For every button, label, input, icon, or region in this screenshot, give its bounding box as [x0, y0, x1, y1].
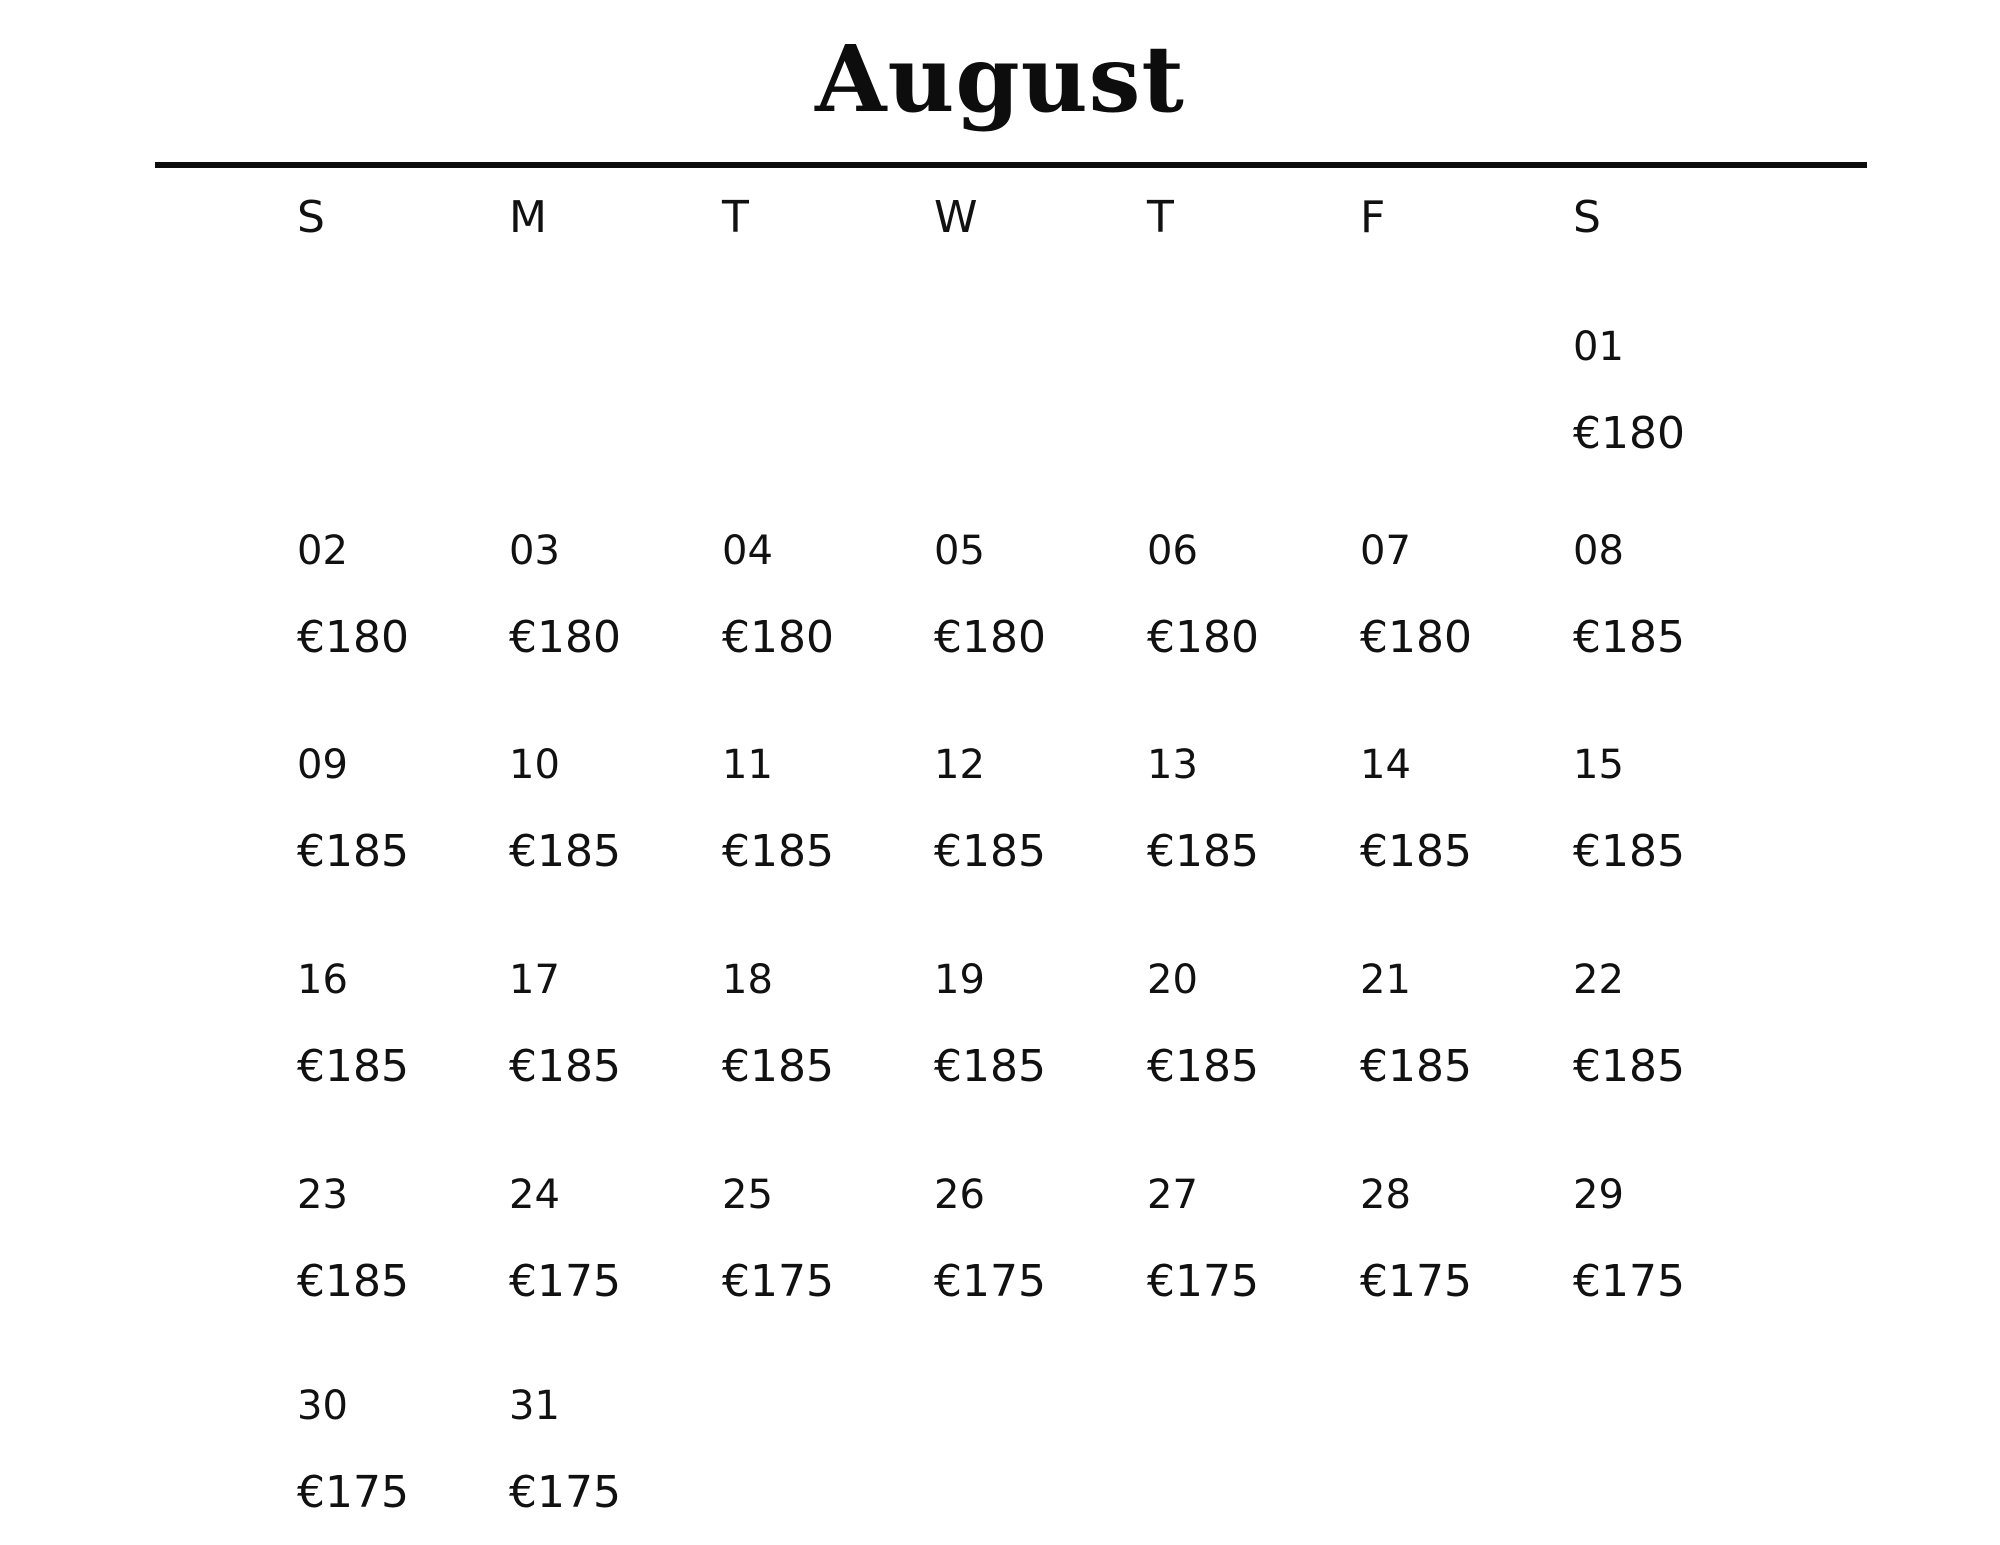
day-number: 27: [1147, 1172, 1198, 1218]
weekday-label: T: [722, 192, 749, 243]
day-price: €180: [1147, 612, 1259, 663]
day-price: €175: [1360, 1256, 1472, 1307]
day-price: €185: [1147, 826, 1259, 877]
day-price: €180: [297, 612, 409, 663]
day-price: €185: [297, 826, 409, 877]
day-price: €185: [934, 826, 1046, 877]
day-price: €180: [509, 612, 621, 663]
day-price: €185: [297, 1256, 409, 1307]
day-price: €185: [722, 1041, 834, 1092]
day-price: €175: [1147, 1256, 1259, 1307]
day-number: 28: [1360, 1172, 1411, 1218]
day-price: €185: [1573, 826, 1685, 877]
day-price: €175: [1573, 1256, 1685, 1307]
month-title: August: [815, 25, 1185, 133]
day-number: 13: [1147, 742, 1198, 788]
day-number: 18: [722, 957, 773, 1003]
day-price: €175: [722, 1256, 834, 1307]
day-price: €175: [934, 1256, 1046, 1307]
day-number: 24: [509, 1172, 560, 1218]
day-number: 16: [297, 957, 348, 1003]
day-number: 15: [1573, 742, 1624, 788]
day-price: €185: [1147, 1041, 1259, 1092]
day-number: 22: [1573, 957, 1624, 1003]
day-number: 31: [509, 1383, 560, 1429]
day-price: €185: [1573, 612, 1685, 663]
day-price: €185: [297, 1041, 409, 1092]
weekday-label: S: [1573, 192, 1601, 243]
day-price: €185: [509, 826, 621, 877]
day-price: €180: [934, 612, 1046, 663]
day-number: 07: [1360, 528, 1411, 574]
day-number: 08: [1573, 528, 1624, 574]
day-number: 26: [934, 1172, 985, 1218]
weekday-label: F: [1360, 192, 1386, 243]
day-number: 05: [934, 528, 985, 574]
day-price: €185: [1573, 1041, 1685, 1092]
weekday-label: T: [1147, 192, 1174, 243]
day-price: €180: [1360, 612, 1472, 663]
day-number: 29: [1573, 1172, 1624, 1218]
day-number: 02: [297, 528, 348, 574]
day-price: €185: [1360, 1041, 1472, 1092]
weekday-label: W: [934, 192, 978, 243]
day-number: 10: [509, 742, 560, 788]
day-number: 23: [297, 1172, 348, 1218]
title-divider: [155, 162, 1867, 168]
day-price: €175: [509, 1467, 621, 1518]
day-number: 06: [1147, 528, 1198, 574]
day-number: 01: [1573, 324, 1624, 370]
weekday-label: S: [297, 192, 325, 243]
day-number: 14: [1360, 742, 1411, 788]
day-number: 21: [1360, 957, 1411, 1003]
day-number: 04: [722, 528, 773, 574]
day-number: 20: [1147, 957, 1198, 1003]
day-price: €180: [1573, 408, 1685, 459]
day-price: €175: [297, 1467, 409, 1518]
day-number: 03: [509, 528, 560, 574]
day-price: €175: [509, 1256, 621, 1307]
day-price: €185: [509, 1041, 621, 1092]
day-number: 30: [297, 1383, 348, 1429]
day-price: €185: [722, 826, 834, 877]
day-price: €180: [722, 612, 834, 663]
day-number: 09: [297, 742, 348, 788]
day-number: 12: [934, 742, 985, 788]
day-number: 19: [934, 957, 985, 1003]
day-number: 17: [509, 957, 560, 1003]
day-number: 11: [722, 742, 773, 788]
weekday-label: M: [509, 192, 547, 243]
day-number: 25: [722, 1172, 773, 1218]
day-price: €185: [1360, 826, 1472, 877]
day-price: €185: [934, 1041, 1046, 1092]
